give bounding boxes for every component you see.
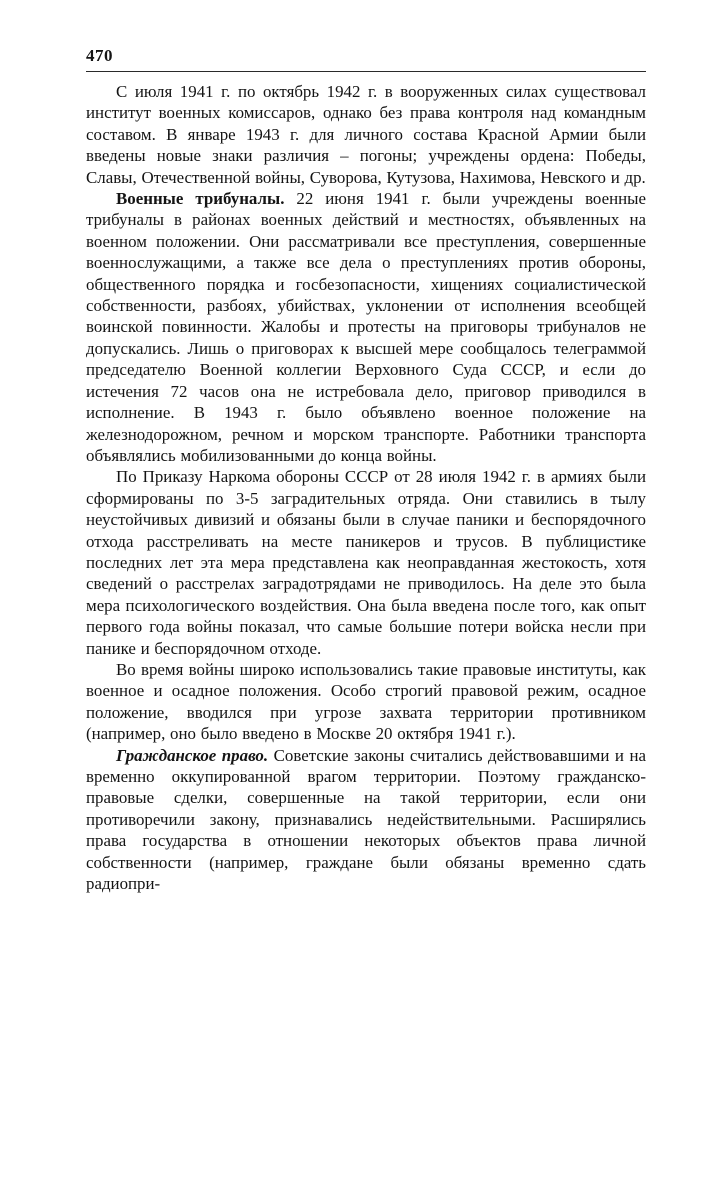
paragraph-lead: Военные трибуналы. bbox=[116, 189, 285, 209]
paragraph-lead: Гражданское право. bbox=[116, 745, 269, 765]
paragraph bbox=[86, 81, 646, 188]
paragraph-text: 22 июня 1941 г. были учреждены военные трибуналы в районах военных действий и местностях, объявленных на военном положении. Они рассматривали все преступления, совершенные военнослужащими, а также все дела о преступлениях против обороны, общественного порядка и госбезопасности, хищениях социалистической собственности, разбоях, убийствах, уклонении от исполнения всеобщей воинской повинности. Жалобы и протесты на приговоры трибуналов не допускались. Лишь о приговорах к высшей мере сообщалось телеграммой председателю Военной коллегии Верховного Суда СССР, и если до истечения 72 часов она не истребовала дело, приговор приводился в исполнение. В 1943 г. было объявлено военное положение на железнодорожном, речном и морском транспорте. Работники транспорта объявлялись мобилизованными до конца войны. bbox=[86, 189, 646, 465]
paragraph-text: С июля 1941 г. по октябрь 1942 г. в вооруженных силах существовал институт военных комиссаров, однако без права контроля над командным составом. В январе 1943 г. для личного состава Красной Армии были введены новые знаки различия – погоны; учреждены ордена: Победы, Славы, Отечественной войны, Суворова, Кутузова, Нахимова, Невского и др. bbox=[86, 82, 646, 187]
paragraph bbox=[86, 466, 646, 659]
paragraph-text: По Приказу Наркома обороны СССР от 28 июля 1942 г. в армиях были сформированы по 3-5 заградительных отряда. Они ставились в тылу неустойчивых дивизий и обязаны были в случае паники и беспорядочного отхода расстреливать на месте паникеров и трусов. В публицистике последних лет эта мера представлена как неоправданная жестокость, хотя сведений о расстрелах заградотрядами не приводилось. На деле это была мера психологического воздействия. Она была введена после того, как опыт первого года войны показал, что самые большие потери войска несли при панике и беспорядочном отходе. bbox=[86, 467, 646, 658]
paragraph bbox=[86, 659, 646, 745]
header-rule bbox=[86, 71, 646, 72]
paragraph-text: Советские законы считались действовавшими и на временно оккупированной врагом территории. Поэтому гражданско-правовые сделки, совершенные на такой территории, если они противоречили закону, признавались недействительными. Расширялись права государства в отношении некоторых объектов права личной собственности (например, граждане были обязаны временно сдать радиопри- bbox=[86, 745, 646, 894]
paragraph bbox=[86, 188, 646, 466]
text-block bbox=[86, 81, 646, 894]
paragraph-text: Во время войны широко использовались такие правовые институты, как военное и осадное положения. Особо строгий правовой режим, осадное положение, вводился при угрозе захвата территории противником (например, оно было введено в Москве 20 октября 1941 г.). bbox=[86, 659, 646, 744]
page-header bbox=[86, 46, 646, 72]
paragraph bbox=[86, 745, 646, 895]
page-number: 470 bbox=[86, 46, 113, 65]
